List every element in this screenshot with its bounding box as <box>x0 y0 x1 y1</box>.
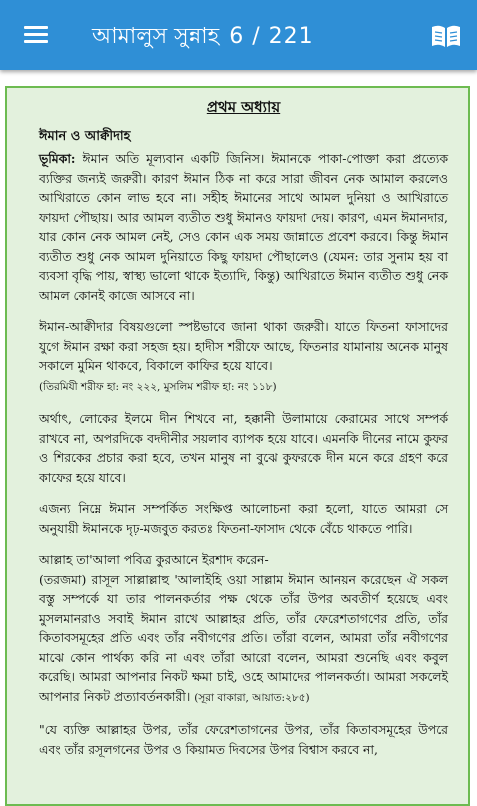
paragraph-2 <box>39 317 448 397</box>
app-bar <box>0 0 477 70</box>
intro-paragraph <box>39 149 448 305</box>
hamburger-menu-icon[interactable] <box>16 20 52 50</box>
paragraph-2-text: ঈমান-আক্বীদার বিষয়গুলো স্পষ্টভাবে জানা থাকা জরুরী। যাতে ফিতনা ফাসাদের যুগে ঈমান রক্ষা করা সহজ হয়। হাদীস শরীফে আছে, ফিতনার যামানায় অনেক মানুষ সকালে মুমিন থাকবে, বিকালে কাফির হয়ে যাবে। <box>39 319 448 373</box>
chapter-title: প্রথম অধ্যায় <box>206 98 281 116</box>
section-title: ঈমান ও আক্বীদাহ <box>39 129 131 144</box>
intro-label: ভূমিকা: <box>39 151 76 166</box>
paragraph-5-reference: (সূরা বাকারা, আয়াত:২৮৫) <box>194 691 310 704</box>
paragraph-5-intro: আল্লাহ তা'আলা পবিত্র কুরআনে ইরশাদ করেন- <box>39 552 269 567</box>
app-title: আমালুস সুন্নাহ <box>92 24 220 49</box>
paragraph-5-text: (তরজমা) রাসূল সাল্লাল্লাহু 'আলাইহি ওয়া সাল্লাম ঈমান আনয়ন করেছেন ঐ সকল বস্তু সম্পর্কে যা তার পালনকর্তার পক্ষ থেকে তাঁর উপর অবতীর্ণ হয়েছে এবং মুসলমানরাও সবাই ঈমান রাখে আল্লাহর প্রতি, তাঁর ফেরেশতাগণের প্রতি, তাঁর কিতাবসমূহের প্রতি এবং তাঁর নবীগণের প্রতি। তাঁরা বলেন, আমরা তাঁর নবীগণের মাঝে কোন পার্থক্য করি না এবং তাঁরা আরো বলেন, আমরা শুনেছি এবং কবুল করেছি। আমরা আপনার নিকট ক্ষমা চাই, ওহে আমাদের পালনকর্তা। আমরা সকলেই আপনার নিকট প্রত্যাবর্তনকারী। <box>39 571 448 704</box>
content-area[interactable] <box>0 72 477 800</box>
reading-panel <box>5 86 470 806</box>
paragraph-4: এজন্য নিম্নে ঈমান সম্পর্কিত সংক্ষিপ্ত আলোচনা করা হলো, যাতে আমরা সে অনুযায়ী ঈমানকে দৃঢ়-মজবুত করতঃ ফিতনা-ফাসাদ থেকে বেঁচে থাকতে পারি। <box>39 501 448 536</box>
paragraph-6: "যে ব্যক্তি আল্লাহর উপর, তাঁর ফেরেশতাগনের উপর, তাঁর কিতাবসমূহের উপরে এবং তাঁর রসূলগনের উপর ও কিয়ামত দিবসের উপর বিশ্বাস করবে না, <box>39 722 448 757</box>
intro-text: ঈমান অতি মূল্যবান একটি জিনিস। ঈমানকে পাকা-পোক্তা করা প্রত্যেক ব্যক্তির জন্যই জরুরী। কারণ ঈমান ঠিক না করে সারা জীবন নেক আমাল করলেও আখিরাতে কোন লাভ হবে না। সহীহ ঈমানের সাথে আমল দুনিয়া ও আখিরাতে ফায়দা পৌছায়। আর আমল ব্যতীত শুধু ঈমানও ফায়দা দেয়। কারণ, এমন ঈমানদার, যার কোন নেক আমল নেই, সেও কোন এক সময় জান্নাতে প্রবেশ করবে। কিন্তু ঈমান ব্যতীত শুধু নেক আমল দুনিয়াতে কিছু ফায়দা পৌছালেও (যেমন: তার সুনাম হয় বা ব্যবসা বৃদ্ধি পায়, স্বাস্থ্য ভালো থাকে ইত্যাদি, কিন্তু) আখিরাতে ঈমান ব্যতীত শুধু নেক আমল কোনই কাজে আসবে না। <box>39 151 448 303</box>
paragraph-5 <box>39 550 448 708</box>
open-book-icon[interactable] <box>428 20 464 52</box>
paragraph-2-reference: (তিরমিযী শরীফ হা: নং ২২২, মুসলিম শরীফ হা: নং ১১৮) <box>39 380 277 393</box>
paragraph-3: অর্থাৎ, লোকের ইলমে দীন শিখবে না, হক্কানী উলামায়ে কেরামের সাথে সম্পর্ক রাখবে না, অপরদিকে বদদীনীর সয়লাব ব্যাপক হয়ে যাবে। এমনকি দীনের নামে কুফর ও শিরকের প্রচার করা হবে, তখন মানুষ না বুঝে কুফরকে দীন মনে করে গ্রহণ করে কাফের হয়ে যাবে। <box>39 411 448 485</box>
page-indicator: 6 / 221 <box>229 24 314 49</box>
page-title <box>92 19 314 56</box>
